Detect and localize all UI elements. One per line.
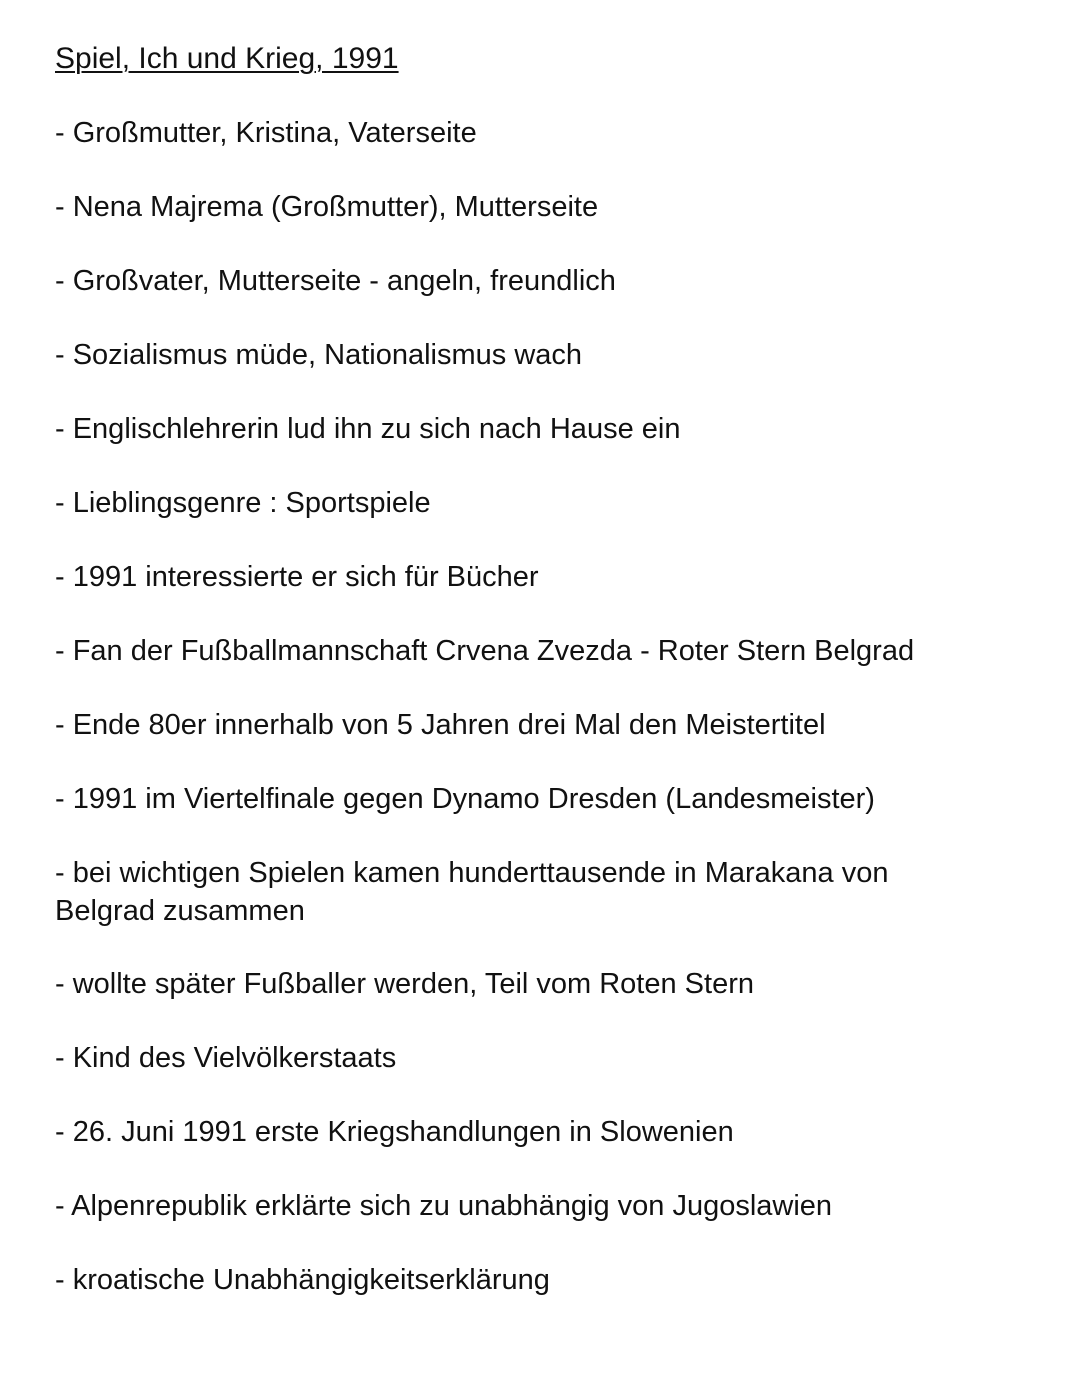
note-item: - kroatische Unabhängigkeitserklärung <box>55 1264 550 1296</box>
note-item: - Englischlehrerin lud ihn zu sich nach Hause ein <box>55 413 681 445</box>
note-item: - Alpenrepublik erklärte sich zu unabhängig von Jugoslawien <box>55 1190 833 1222</box>
note-item: - 1991 interessierte er sich für Bücher <box>55 561 539 593</box>
note-item: - 1991 im Viertelfinale gegen Dynamo Dresden (Landesmeister) <box>55 783 875 815</box>
note-item: - Lieblingsgenre : Sportspiele <box>55 487 431 519</box>
note-item: - Ende 80er innerhalb von 5 Jahren drei Mal den Meistertitel <box>55 709 826 741</box>
note-item: - Nena Majrema (Großmutter), Mutterseite <box>55 191 599 223</box>
document-title: Spiel, Ich und Krieg, 1991 <box>55 42 399 75</box>
note-item: - wollte später Fußballer werden, Teil vom Roten Stern <box>55 968 754 1000</box>
note-item: - Sozialismus müde, Nationalismus wach <box>55 339 583 371</box>
note-item: - Großvater, Mutterseite - angeln, freundlich <box>55 265 616 297</box>
note-item: - Kind des Vielvölkerstaats <box>55 1042 397 1074</box>
note-item: - bei wichtigen Spielen kamen hunderttausende in Marakana von Belgrad zusammen <box>55 857 889 927</box>
note-item: - 26. Juni 1991 erste Kriegshandlungen in Slowenien <box>55 1116 734 1148</box>
note-item: - Großmutter, Kristina, Vaterseite <box>55 117 477 149</box>
note-item: - Fan der Fußballmannschaft Crvena Zvezda - Roter Stern Belgrad <box>55 635 915 667</box>
